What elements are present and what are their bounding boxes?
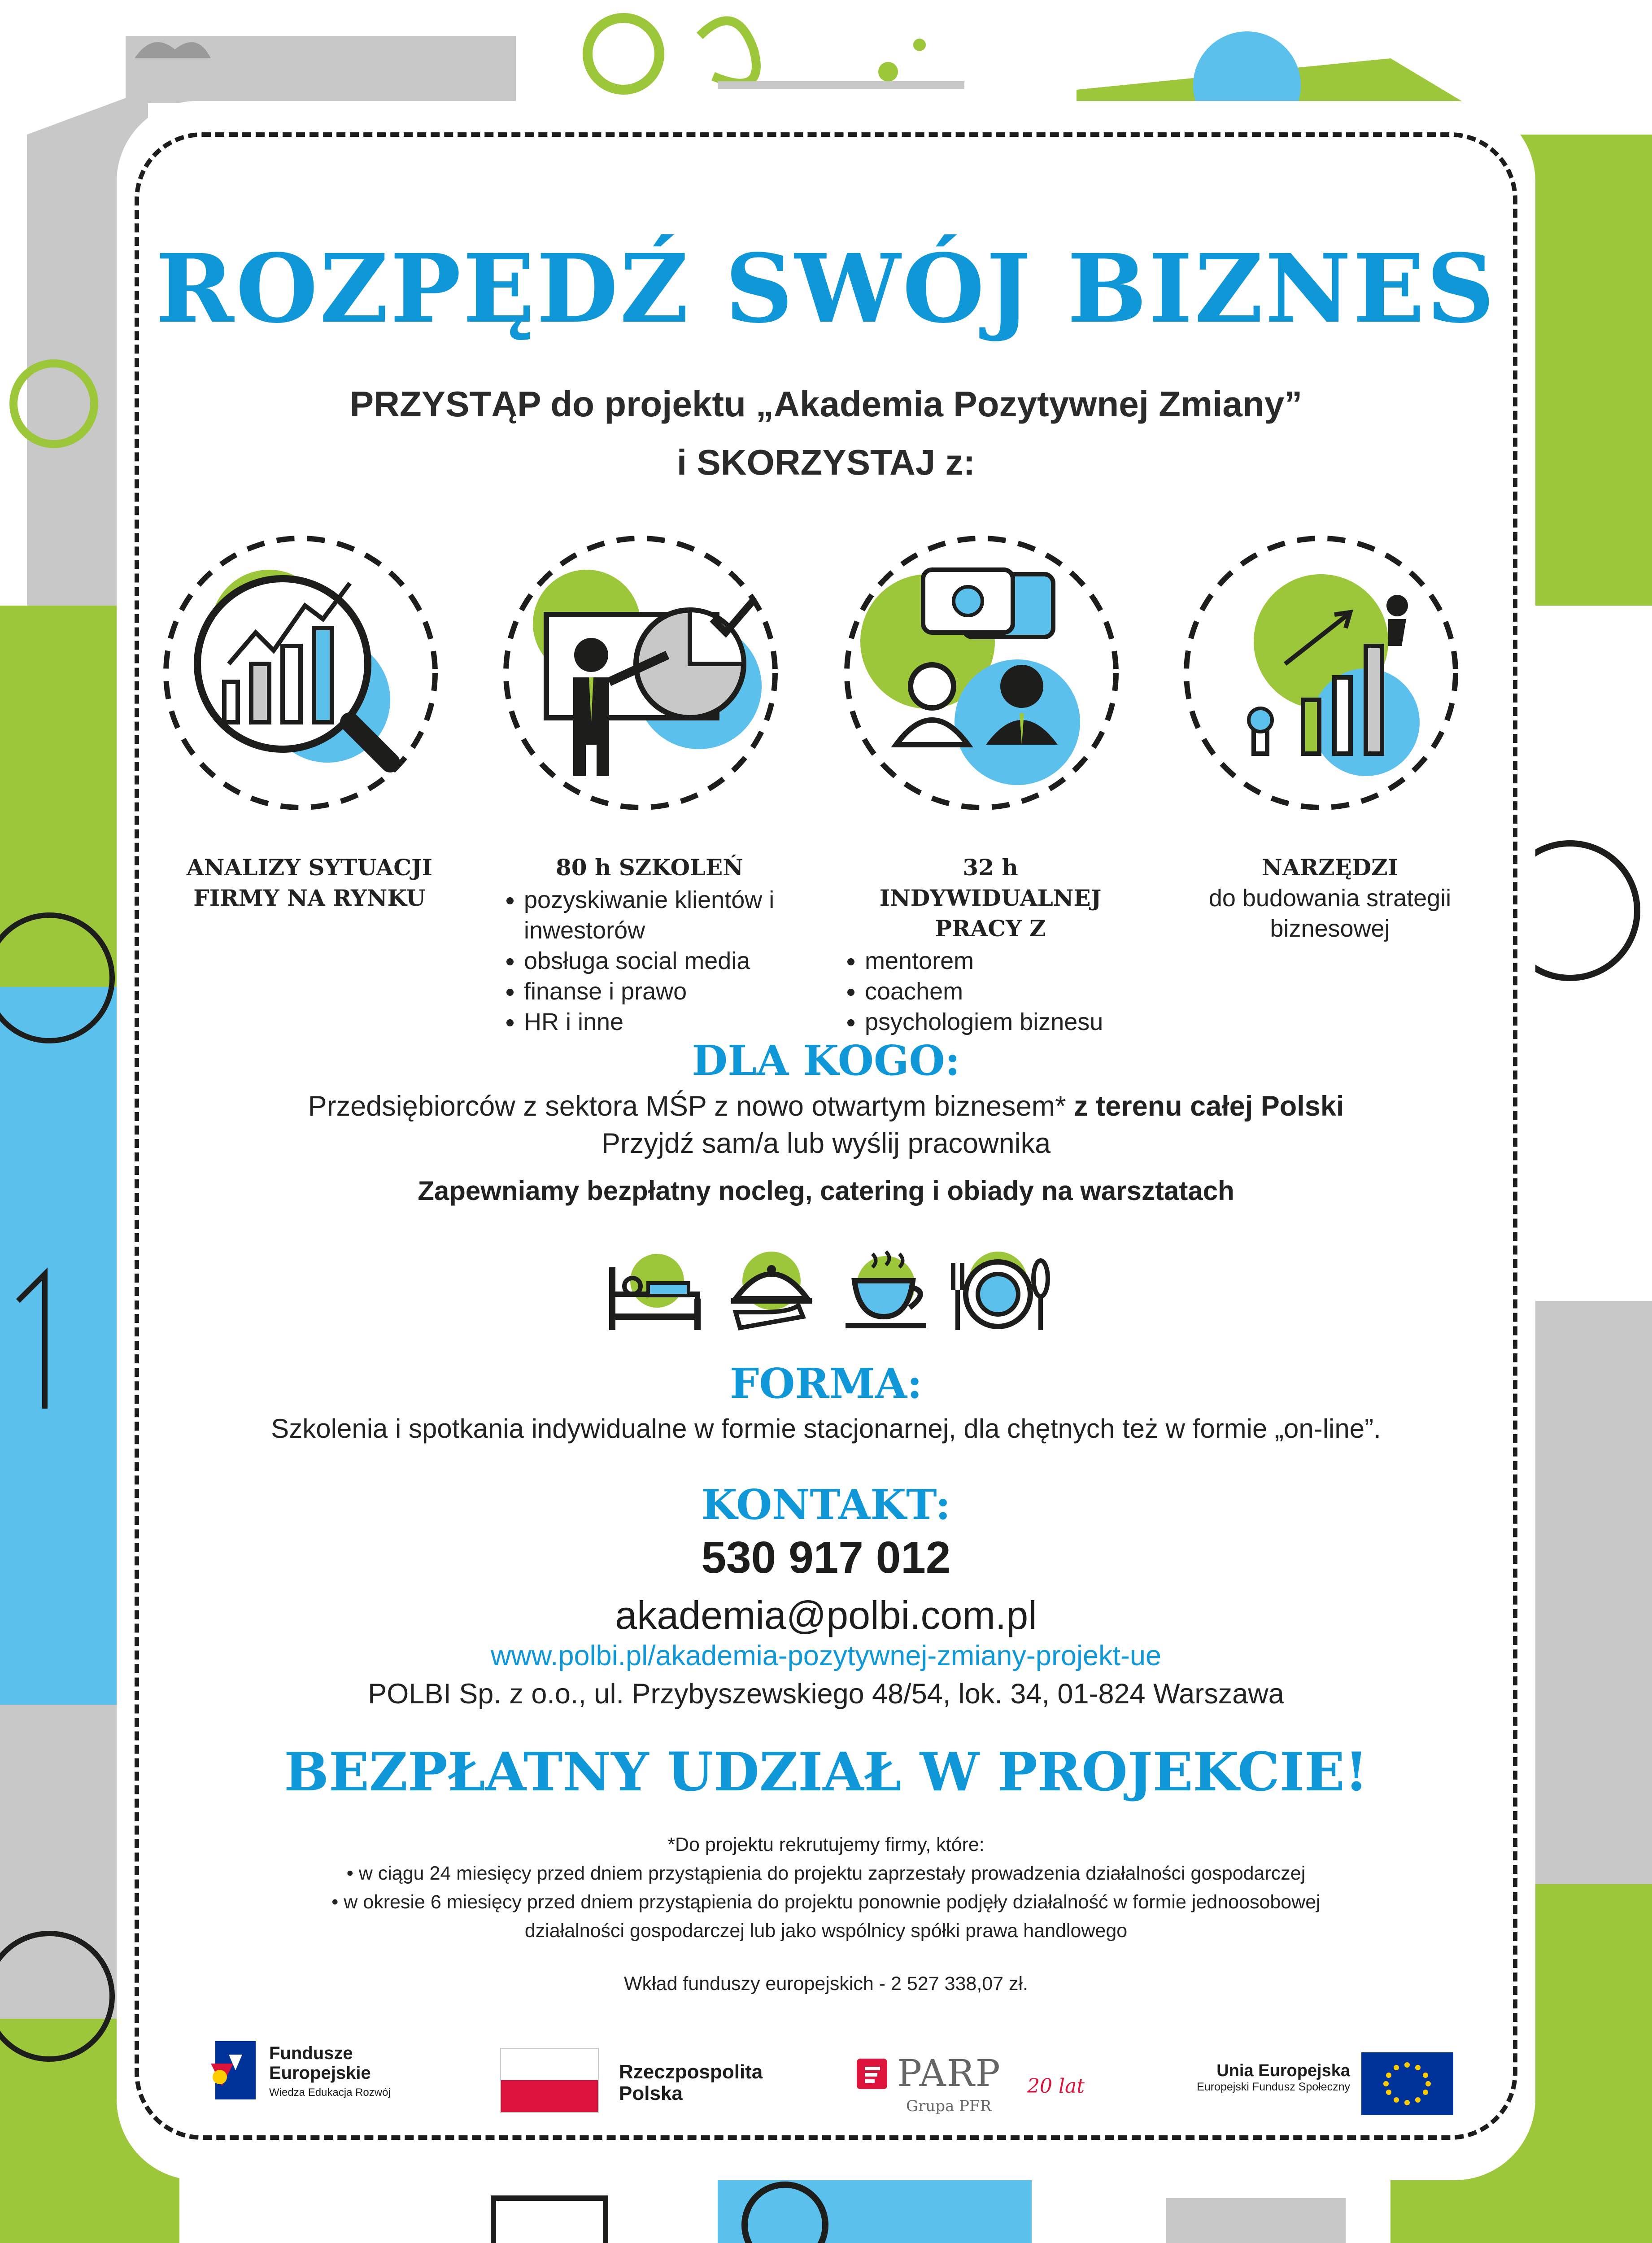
footnote-bullet1-text: w ciągu 24 miesięcy przed dniem przystąpienia do projektu zaprzestały prowadzenia działalności gospodarczej [358, 1863, 1306, 1884]
feature-trainings-title: 80 h SZKOLEŃ [556, 854, 743, 881]
form-text: Szkolenia i spotkania indywidualne w formie stacjonarnej, dla chętnych też w formie „on-line”. [271, 1414, 1381, 1444]
for-whom-line2: Przyjdź sam/a lub wyślij pracownika [601, 1128, 1051, 1159]
unia-europejska-logo [1162, 2052, 1458, 2120]
contact-address: POLBI Sp. z o.o., ul. Przybyszewskiego 48/54, lok. 34, 01-824 Warszawa [368, 1678, 1284, 1710]
fe-line3: Wiedza Edukacja Rozwój [269, 2086, 391, 2099]
fe-line1: Fundusze [269, 2043, 353, 2063]
presenter-chart-icon [497, 529, 784, 816]
parp-logo [857, 2052, 1108, 2124]
list-item: • finanse i prawo [524, 976, 815, 1007]
eu-funds-amount: Wkład funduszy europejskich - 2 527 338,07 zł. [623, 1973, 1029, 1994]
feature-individual-title: 32 h INDYWIDUALNEJ PRACY Z [879, 854, 1102, 942]
eu-flag-icon [1361, 2052, 1453, 2115]
list-item: • mentorem [865, 946, 1156, 976]
growth-stairs-icon [1177, 529, 1465, 816]
contact-email[interactable]: akademia@polbi.com.pl [615, 1593, 1037, 1637]
plate-cutlery-icon [944, 1245, 1052, 1335]
fe-star-icon [206, 2037, 260, 2104]
parp-mark-icon [857, 2059, 887, 2089]
footnote-intro: *Do projektu rekrutujemy firmy, które: [667, 1834, 985, 1855]
list-item: • obsługa social media [524, 946, 815, 976]
list-item: • psychologiem biznesu [865, 1007, 1156, 1037]
free-participation-banner: BEZPŁATNY UDZIAŁ W PROJEKCIE! [284, 1741, 1368, 1803]
form-heading: FORMA: [729, 1359, 923, 1408]
magnifier-chart-icon [157, 529, 444, 816]
poster-title: ROZPĘDŹ SWÓJ BIZNES [156, 233, 1496, 344]
catering-cloche-icon [722, 1245, 821, 1335]
for-whom-line3: Zapewniamy bezpłatny nocleg, catering i obiady na warsztatach [418, 1176, 1234, 1206]
footnote [117, 1830, 1535, 1945]
rp-line2: Polska [619, 2082, 683, 2104]
for-whom-line1-bold: z terenu całej Polski [1074, 1091, 1344, 1122]
subtitle-line1: PRZYSTĄP do projektu „Akademia Pozytywnej Zmiany” [349, 384, 1303, 424]
rzeczpospolita-polska-logo [500, 2048, 805, 2115]
footnote-bullet2-cont: działalności gospodarczej lub jako wspólnicy spółki prawa handlowego [524, 1920, 1128, 1942]
footnote-bullet1: • w ciągu 24 miesięcy przed dniem przystąpienia do projektu zaprzestały prowadzenia działalności gospodarczej [346, 1863, 1306, 1884]
contact-phone[interactable]: 530 917 012 [701, 1532, 951, 1583]
contact-heading: KONTAKT: [701, 1480, 951, 1529]
subtitle-line2: i SKORZYSTAJ z: [676, 442, 976, 482]
for-whom-line1 [117, 1090, 1535, 1122]
footnote-bullet2: • w okresie 6 miesięcy przed dniem przystąpienia do projektu ponownie podjęły działalność w formie jednoosobowej [331, 1891, 1321, 1913]
feature-tools-title: NARZĘDZI [1262, 854, 1398, 881]
list-item: • pozyskiwanie klientów i inwestorów [524, 885, 815, 946]
coffee-cup-icon [837, 1245, 935, 1335]
ue-line1: Unia Europejska [1216, 2061, 1350, 2080]
feature-tools-text: do budowania strategii biznesowej [1208, 885, 1451, 942]
parp-years: 20 lat [1027, 2075, 1085, 2098]
polish-flag-icon [500, 2048, 599, 2113]
parp-name: PARP [897, 2052, 1001, 2095]
parp-group: Grupa PFR [906, 2097, 992, 2115]
fe-line2: Europejskie [269, 2063, 371, 2083]
feature-analysis-title: ANALIZY SYTUACJI FIRMY NA RYNKU [186, 854, 433, 911]
list-item: • HR i inne [524, 1007, 815, 1037]
rp-line1: Rzeczpospolita [619, 2061, 763, 2083]
ue-line2: Europejski Fundusz Społeczny [1197, 2081, 1350, 2093]
consultation-people-icon [838, 529, 1125, 816]
feature-individual [824, 852, 1156, 1037]
list-item: • coachem [865, 976, 1156, 1007]
bed-icon [608, 1249, 706, 1335]
feature-tools [1164, 852, 1496, 944]
for-whom-line1-text: Przedsiębiorców z sektora MŚP z nowo otwartym biznesem* [308, 1091, 1074, 1122]
feature-trainings [484, 852, 815, 1037]
feature-analysis [144, 852, 475, 913]
contact-url[interactable]: www.polbi.pl/akademia-pozytywnej-zmiany-projekt-ue [490, 1640, 1162, 1671]
fundusze-europejskie-logo [206, 2037, 431, 2104]
for-whom-heading: DLA KOGO: [692, 1036, 960, 1085]
footnote-bullet2-text: w okresie 6 miesięcy przed dniem przystąpienia do projektu ponownie podjęły działalność w formie jednoosobowej [344, 1891, 1321, 1913]
